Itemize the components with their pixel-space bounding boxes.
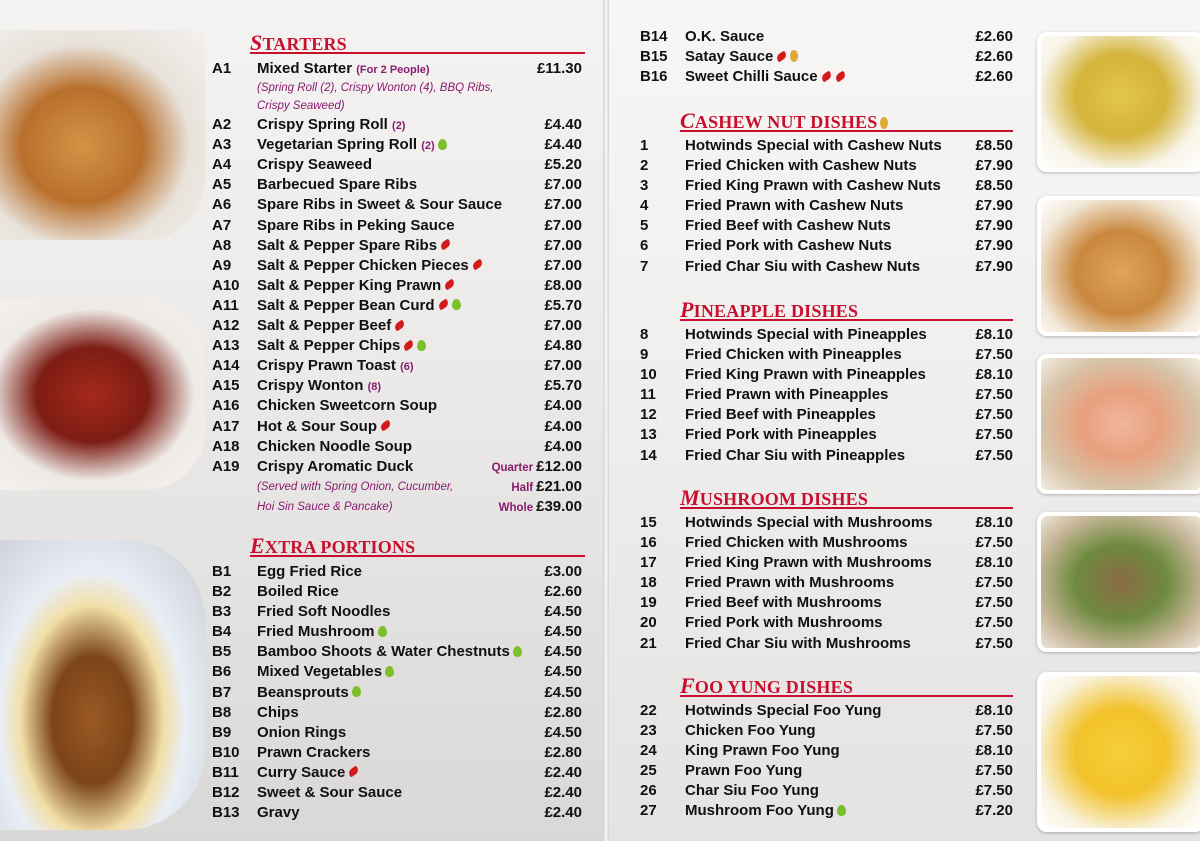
menu-item: 7 Fried Char Siu with Cashew Nuts £7.90	[640, 257, 1013, 275]
pineapple-section	[640, 297, 1015, 466]
chili-icon	[437, 299, 450, 311]
vegetarian-leaf-icon	[452, 299, 461, 310]
menu-item: B7 Beansprouts £4.50	[212, 683, 582, 701]
chili-icon	[775, 50, 788, 62]
vegetarian-leaf-icon	[438, 139, 447, 150]
menu-item: B9 Onion Rings £4.50	[212, 723, 582, 741]
chili-icon	[471, 259, 484, 271]
menu-item: B13 Gravy £2.40	[212, 804, 582, 822]
menu-item: 8 Hotwinds Special with Pineapples £8.10	[640, 326, 1013, 343]
prawn-toast-photo	[1037, 196, 1200, 336]
menu-item: B12 Sweet & Sour Sauce £2.40	[212, 784, 582, 802]
chili-icon	[379, 420, 392, 432]
menu-item: A11 Salt & Pepper Bean Curd £5.70	[212, 296, 582, 314]
section-title-pineapple: PINEAPPLE DISHES	[680, 297, 1013, 321]
item-price: £11.30	[536, 60, 582, 77]
menu-item	[205, 59, 590, 79]
menu-item: 20 Fried Pork with Mushrooms £7.50	[640, 614, 1013, 632]
menu-item: 24 King Prawn Foo Yung £8.10	[640, 742, 1013, 760]
menu-item: B2 Boiled Rice £2.60	[212, 583, 582, 601]
foo-yung-photo	[1037, 672, 1200, 832]
menu-item: A5 Barbecued Spare Ribs £7.00	[212, 176, 582, 194]
duck-portion-row: (Served with Spring Onion, Cucumber, Half £21.00	[257, 477, 582, 495]
menu-item: 10 Fried King Prawn with Pineapples £8.10	[640, 366, 1013, 384]
extra-portions-continued	[640, 27, 1015, 87]
menu-item: B10 Prawn Crackers £2.80	[212, 743, 582, 761]
cashew-prawn-photo	[1037, 354, 1200, 494]
mushroom-section	[640, 485, 1015, 654]
menu-item: B6 Mixed Vegetables £4.50	[212, 663, 582, 681]
chili-icon	[393, 319, 406, 331]
cashew-nut-section	[640, 108, 1015, 277]
spare-ribs-photo	[0, 300, 205, 490]
section-title-cashew: CASHEW NUT DISHES	[680, 108, 1013, 132]
menu-item: A4 Crispy Seaweed £5.20	[212, 156, 582, 174]
menu-item: B11 Curry Sauce £2.40	[212, 763, 582, 781]
menu-item: A2 Crispy Spring Roll (2) £4.40	[212, 116, 582, 134]
menu-item: 14 Fried Char Siu with Pineapples £7.50	[640, 446, 1013, 464]
chili-icon	[443, 279, 456, 291]
menu-item: 26 Char Siu Foo Yung £7.50	[640, 782, 1013, 800]
menu-item: A7 Spare Ribs in Peking Sauce £7.00	[212, 216, 582, 234]
vegetarian-leaf-icon	[513, 646, 522, 657]
menu-item: 17 Fried King Prawn with Mushrooms £8.10	[640, 554, 1013, 572]
section-title-starters: STARTERS	[250, 30, 585, 54]
sweetcorn-soup-photo	[1037, 32, 1200, 172]
chili-icon	[834, 70, 847, 82]
menu-item: 21 Fried Char Siu with Mushrooms £7.50	[640, 634, 1013, 652]
chili-icon	[402, 339, 415, 351]
menu-item: A16 Chicken Sweetcorn Soup £4.00	[212, 397, 582, 415]
foo-yung-section	[640, 673, 1015, 822]
chili-icon	[820, 70, 833, 82]
page-fold	[603, 0, 609, 841]
item-note: Crispy Seaweed)	[257, 100, 345, 113]
menu-item: 9 Fried Chicken with Pineapples £7.50	[640, 346, 1013, 364]
menu-item: 16 Fried Chicken with Mushrooms £7.50	[640, 534, 1013, 552]
menu-item: 2 Fried Chicken with Cashew Nuts £7.90	[640, 157, 1013, 175]
menu-item: A17 Hot & Sour Soup £4.00	[212, 417, 582, 435]
spring-rolls-photo	[0, 30, 205, 240]
menu-item: A13 Salt & Pepper Chips £4.80	[212, 337, 582, 355]
item-code: A1	[212, 60, 232, 77]
menu-item: 15 Hotwinds Special with Mushrooms £8.10	[640, 514, 1013, 531]
menu-item: 18 Fried Prawn with Mushrooms £7.50	[640, 574, 1013, 592]
chili-icon	[347, 766, 360, 778]
menu-item: A15 Crispy Wonton (8) £5.70	[212, 377, 582, 395]
section-title-extra-portions: EXTRA PORTIONS	[250, 533, 585, 557]
menu-item: 13 Fried Pork with Pineapples £7.50	[640, 426, 1013, 444]
vegetarian-leaf-icon	[385, 666, 394, 677]
starters-section	[205, 30, 590, 517]
menu-item: 1 Hotwinds Special with Cashew Nuts £8.50	[640, 137, 1013, 154]
menu-item: B1 Egg Fried Rice £3.00	[212, 563, 582, 580]
menu-item-duck: A19 Crispy Aromatic Duck Quarter £12.00	[212, 457, 582, 475]
item-note: (Spring Roll (2), Crispy Wonton (4), BBQ Ribs,	[257, 82, 494, 95]
vegetarian-leaf-icon	[837, 805, 846, 816]
vegetarian-leaf-icon	[352, 686, 361, 697]
menu-item: A8 Salt & Pepper Spare Ribs £7.00	[212, 236, 582, 254]
item-name: Mixed Starter (For 2 People)	[257, 60, 430, 77]
menu-item: A9 Salt & Pepper Chicken Pieces £7.00	[212, 256, 582, 274]
section-title-mushroom: MUSHROOM DISHES	[680, 485, 1013, 509]
cashew-nut-icon	[790, 50, 798, 62]
menu-item: 27 Mushroom Foo Yung £7.20	[640, 802, 1013, 820]
menu-item: B4 Fried Mushroom £4.50	[212, 623, 582, 641]
menu-item: B14 O.K. Sauce £2.60	[640, 28, 1013, 45]
menu-item: A12 Salt & Pepper Beef £7.00	[212, 317, 582, 335]
vegetarian-leaf-icon	[417, 340, 426, 351]
menu-item: 4 Fried Prawn with Cashew Nuts £7.90	[640, 197, 1013, 215]
mushroom-dish-photo	[1037, 512, 1200, 652]
menu-item: B5 Bamboo Shoots & Water Chestnuts £4.50	[212, 643, 582, 661]
menu-item: A6 Spare Ribs in Sweet & Sour Sauce £7.00	[212, 196, 582, 214]
menu-item: 19 Fried Beef with Mushrooms £7.50	[640, 594, 1013, 612]
menu-item: A10 Salt & Pepper King Prawn £8.00	[212, 276, 582, 294]
chili-icon	[439, 239, 452, 251]
menu-item: A18 Chicken Noodle Soup £4.00	[212, 437, 582, 455]
vegetarian-leaf-icon	[378, 626, 387, 637]
menu-item: B3 Fried Soft Noodles £4.50	[212, 603, 582, 621]
menu-item: 5 Fried Beef with Cashew Nuts £7.90	[640, 217, 1013, 235]
menu-item: A3 Vegetarian Spring Roll (2) £4.40	[212, 136, 582, 154]
menu-item: 6 Fried Pork with Cashew Nuts £7.90	[640, 237, 1013, 255]
menu-item: B16 Sweet Chilli Sauce £2.60	[640, 68, 1013, 86]
menu-item: 25 Prawn Foo Yung £7.50	[640, 762, 1013, 780]
menu-item: 11 Fried Prawn with Pineapples £7.50	[640, 386, 1013, 404]
section-title-foo-yung: FOO YUNG DISHES	[680, 673, 1013, 697]
menu-item: 23 Chicken Foo Yung £7.50	[640, 722, 1013, 740]
menu-item: 22 Hotwinds Special Foo Yung £8.10	[640, 702, 1013, 719]
menu-item: A14 Crispy Prawn Toast (6) £7.00	[212, 357, 582, 375]
duck-portion-row: Hoi Sin Sauce & Pancake) Whole £39.00	[257, 497, 582, 515]
cashew-nut-icon	[880, 117, 888, 129]
menu-item: 12 Fried Beef with Pineapples £7.50	[640, 406, 1013, 424]
menu-item: B15 Satay Sauce £2.60	[640, 48, 1013, 66]
aromatic-duck-photo	[0, 540, 205, 830]
extra-portions-section	[205, 533, 590, 823]
menu-item: B8 Chips £2.80	[212, 703, 582, 721]
menu-item: 3 Fried King Prawn with Cashew Nuts £8.50	[640, 177, 1013, 195]
